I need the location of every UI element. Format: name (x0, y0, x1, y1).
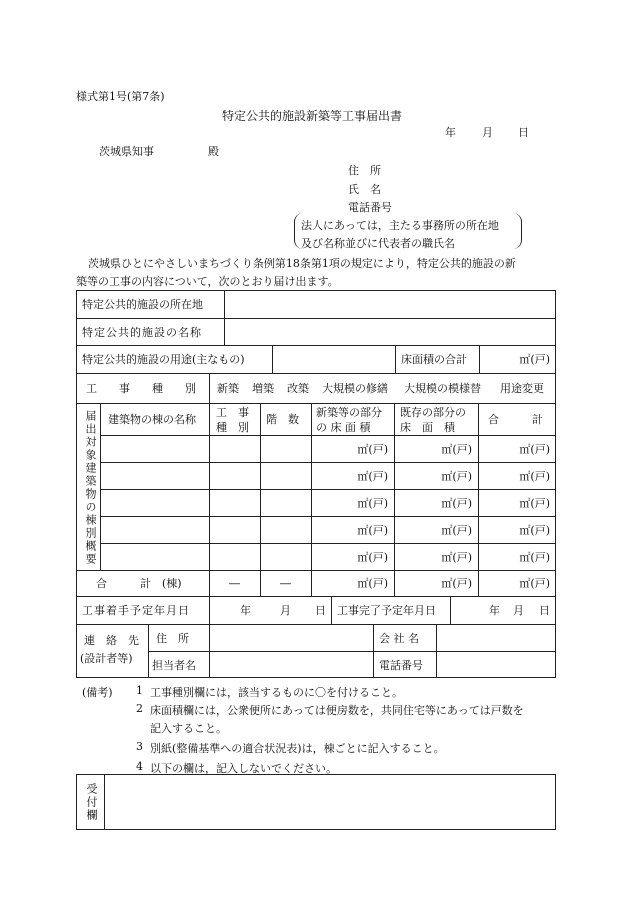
building-name-field[interactable] (101, 544, 208, 570)
end-date-year[interactable]: 年 (489, 604, 500, 617)
intro-line-2: 築等の工事の内容について，次のとおり届け出ます。 (76, 275, 339, 288)
building-name-field[interactable] (101, 517, 208, 543)
date-year: 年 (445, 126, 456, 139)
start-date-day[interactable]: 日 (315, 604, 326, 617)
contact-phone-field[interactable] (437, 652, 555, 677)
company-field[interactable] (437, 625, 555, 651)
note-text: 床面積欄には，公衆便所にあっては便房数を，共同住宅等にあっては戸数を (150, 704, 524, 717)
work-type-label: 工 事 種 別 (86, 382, 196, 395)
overview-label: 届出対象建築物の棟別概要 (84, 409, 97, 566)
intro-line-1: 茨城県ひとにやさしいまちづくり条例第18条第1項の規定により，特定公共的施設の新 (88, 257, 516, 270)
use-label: 特定公共的施設の用途(主なもの) (82, 353, 245, 366)
work-type-major-repair[interactable]: 大規模の修繕 (322, 382, 388, 395)
location-field[interactable] (225, 291, 555, 318)
end-date-month[interactable]: 月 (513, 604, 524, 617)
col-new-area-2: の 床 面 積 (316, 421, 371, 434)
reception-label: 受付欄 (85, 782, 98, 822)
new-area-unit[interactable]: ㎡(戸) (357, 496, 388, 510)
applicant-name-label: 氏 名 (348, 183, 381, 196)
start-date-year[interactable]: 年 (240, 604, 251, 617)
existing-area-unit[interactable]: ㎡(戸) (441, 496, 472, 510)
addressee: 茨城県知事 (99, 145, 154, 158)
new-area-unit[interactable]: ㎡(戸) (357, 442, 388, 456)
date-month: 月 (482, 126, 493, 139)
total-work-type-dash: ― (229, 576, 240, 590)
total-row-label: 合 計 (棟) (96, 577, 182, 590)
date-day: 日 (518, 126, 529, 139)
total-floors-dash: ― (280, 576, 291, 590)
col-existing-area-1: 既存の部分の (400, 406, 466, 419)
col-work-type-1: 工 事 (216, 406, 249, 419)
col-work-type-2: 種 別 (216, 421, 249, 434)
end-date-day[interactable]: 日 (539, 604, 550, 617)
total-sum-unit[interactable]: ㎡(戸) (519, 577, 550, 590)
new-area-unit[interactable]: ㎡(戸) (357, 523, 388, 537)
contact-address-label: 住 所 (156, 631, 189, 645)
col-floors: 階 数 (266, 413, 299, 426)
work-type-major-remodel[interactable]: 大規模の模様替 (404, 382, 481, 395)
work-type-rebuild[interactable]: 改築 (287, 382, 309, 395)
location-label: 特定公共的施設の所在地 (82, 298, 203, 311)
note-number: 2 (136, 702, 143, 715)
existing-area-unit[interactable]: ㎡(戸) (441, 442, 472, 456)
applicant-address-label: 住 所 (348, 164, 381, 177)
note-text: 記入すること。 (150, 722, 227, 735)
row-total-unit[interactable]: ㎡(戸) (519, 496, 550, 510)
col-total: 合 計 (488, 413, 543, 426)
building-name-field[interactable] (101, 463, 208, 489)
existing-area-unit[interactable]: ㎡(戸) (441, 523, 472, 537)
row-total-unit[interactable]: ㎡(戸) (519, 550, 550, 564)
contact-address-field[interactable] (210, 625, 372, 651)
building-name-field[interactable] (101, 436, 208, 462)
honorific: 殿 (208, 145, 219, 158)
work-type-extension[interactable]: 増築 (252, 382, 274, 395)
note-text: 工事種別欄には，該当するものに〇を付けること。 (150, 686, 403, 699)
contact-label-2: (設計者等) (80, 651, 133, 665)
person-field[interactable] (210, 652, 372, 677)
work-type-use-change[interactable]: 用途変更 (500, 382, 544, 395)
form-number: 様式第1号(第7条) (76, 90, 165, 103)
reception-field (105, 775, 555, 829)
start-date-label: 工事着手予定年月日 (82, 604, 190, 617)
end-date-label: 工事完了予定年月日 (337, 604, 436, 617)
total-area-label: 床面積の合計 (401, 353, 467, 366)
note-number: 3 (136, 740, 143, 753)
start-date-month[interactable]: 月 (280, 604, 291, 617)
use-field[interactable] (273, 346, 394, 373)
form-title: 特定公共的施設新築等工事届出書 (222, 109, 403, 123)
person-label: 担当者名 (152, 658, 196, 672)
new-area-unit[interactable]: ㎡(戸) (357, 550, 388, 564)
facility-name-field[interactable] (225, 319, 555, 345)
total-area-unit[interactable]: ㎡(戸) (519, 353, 550, 366)
total-existing-area-unit[interactable]: ㎡(戸) (441, 577, 472, 590)
building-name-field[interactable] (101, 490, 208, 516)
col-existing-area-2: 床 面 積 (400, 421, 455, 434)
work-type-new[interactable]: 新築 (217, 382, 239, 395)
corp-note-line-1: 法人にあっては，主たる事務所の所在地 (301, 219, 499, 232)
notes-heading: (備考) (82, 686, 113, 699)
existing-area-unit[interactable]: ㎡(戸) (441, 550, 472, 564)
row-total-unit[interactable]: ㎡(戸) (519, 442, 550, 456)
corp-note-line-2: 及び名称並びに代表者の職氏名 (301, 237, 455, 250)
row-total-unit[interactable]: ㎡(戸) (519, 523, 550, 537)
total-new-area-unit[interactable]: ㎡(戸) (357, 577, 388, 590)
company-label: 会 社 名 (379, 631, 419, 645)
row-total-unit[interactable]: ㎡(戸) (519, 469, 550, 483)
existing-area-unit[interactable]: ㎡(戸) (441, 469, 472, 483)
applicant-phone-label: 電話番号 (348, 201, 392, 214)
note-number: 1 (136, 684, 143, 697)
note-text: 別紙(整備基準への適合状況表)は，棟ごとに記入すること。 (150, 742, 445, 755)
new-area-unit[interactable]: ㎡(戸) (357, 469, 388, 483)
col-new-area-1: 新築等の部分 (316, 406, 382, 419)
contact-phone-label: 電話番号 (379, 658, 423, 672)
facility-name-label: 特定公共的施設の名称 (82, 325, 202, 339)
note-number: 4 (136, 760, 143, 773)
note-text: 以下の欄は，記入しないでください。 (150, 762, 337, 775)
contact-label-1: 連 絡 先 (84, 633, 139, 647)
col-building-name: 建築物の棟の名称 (108, 413, 196, 426)
